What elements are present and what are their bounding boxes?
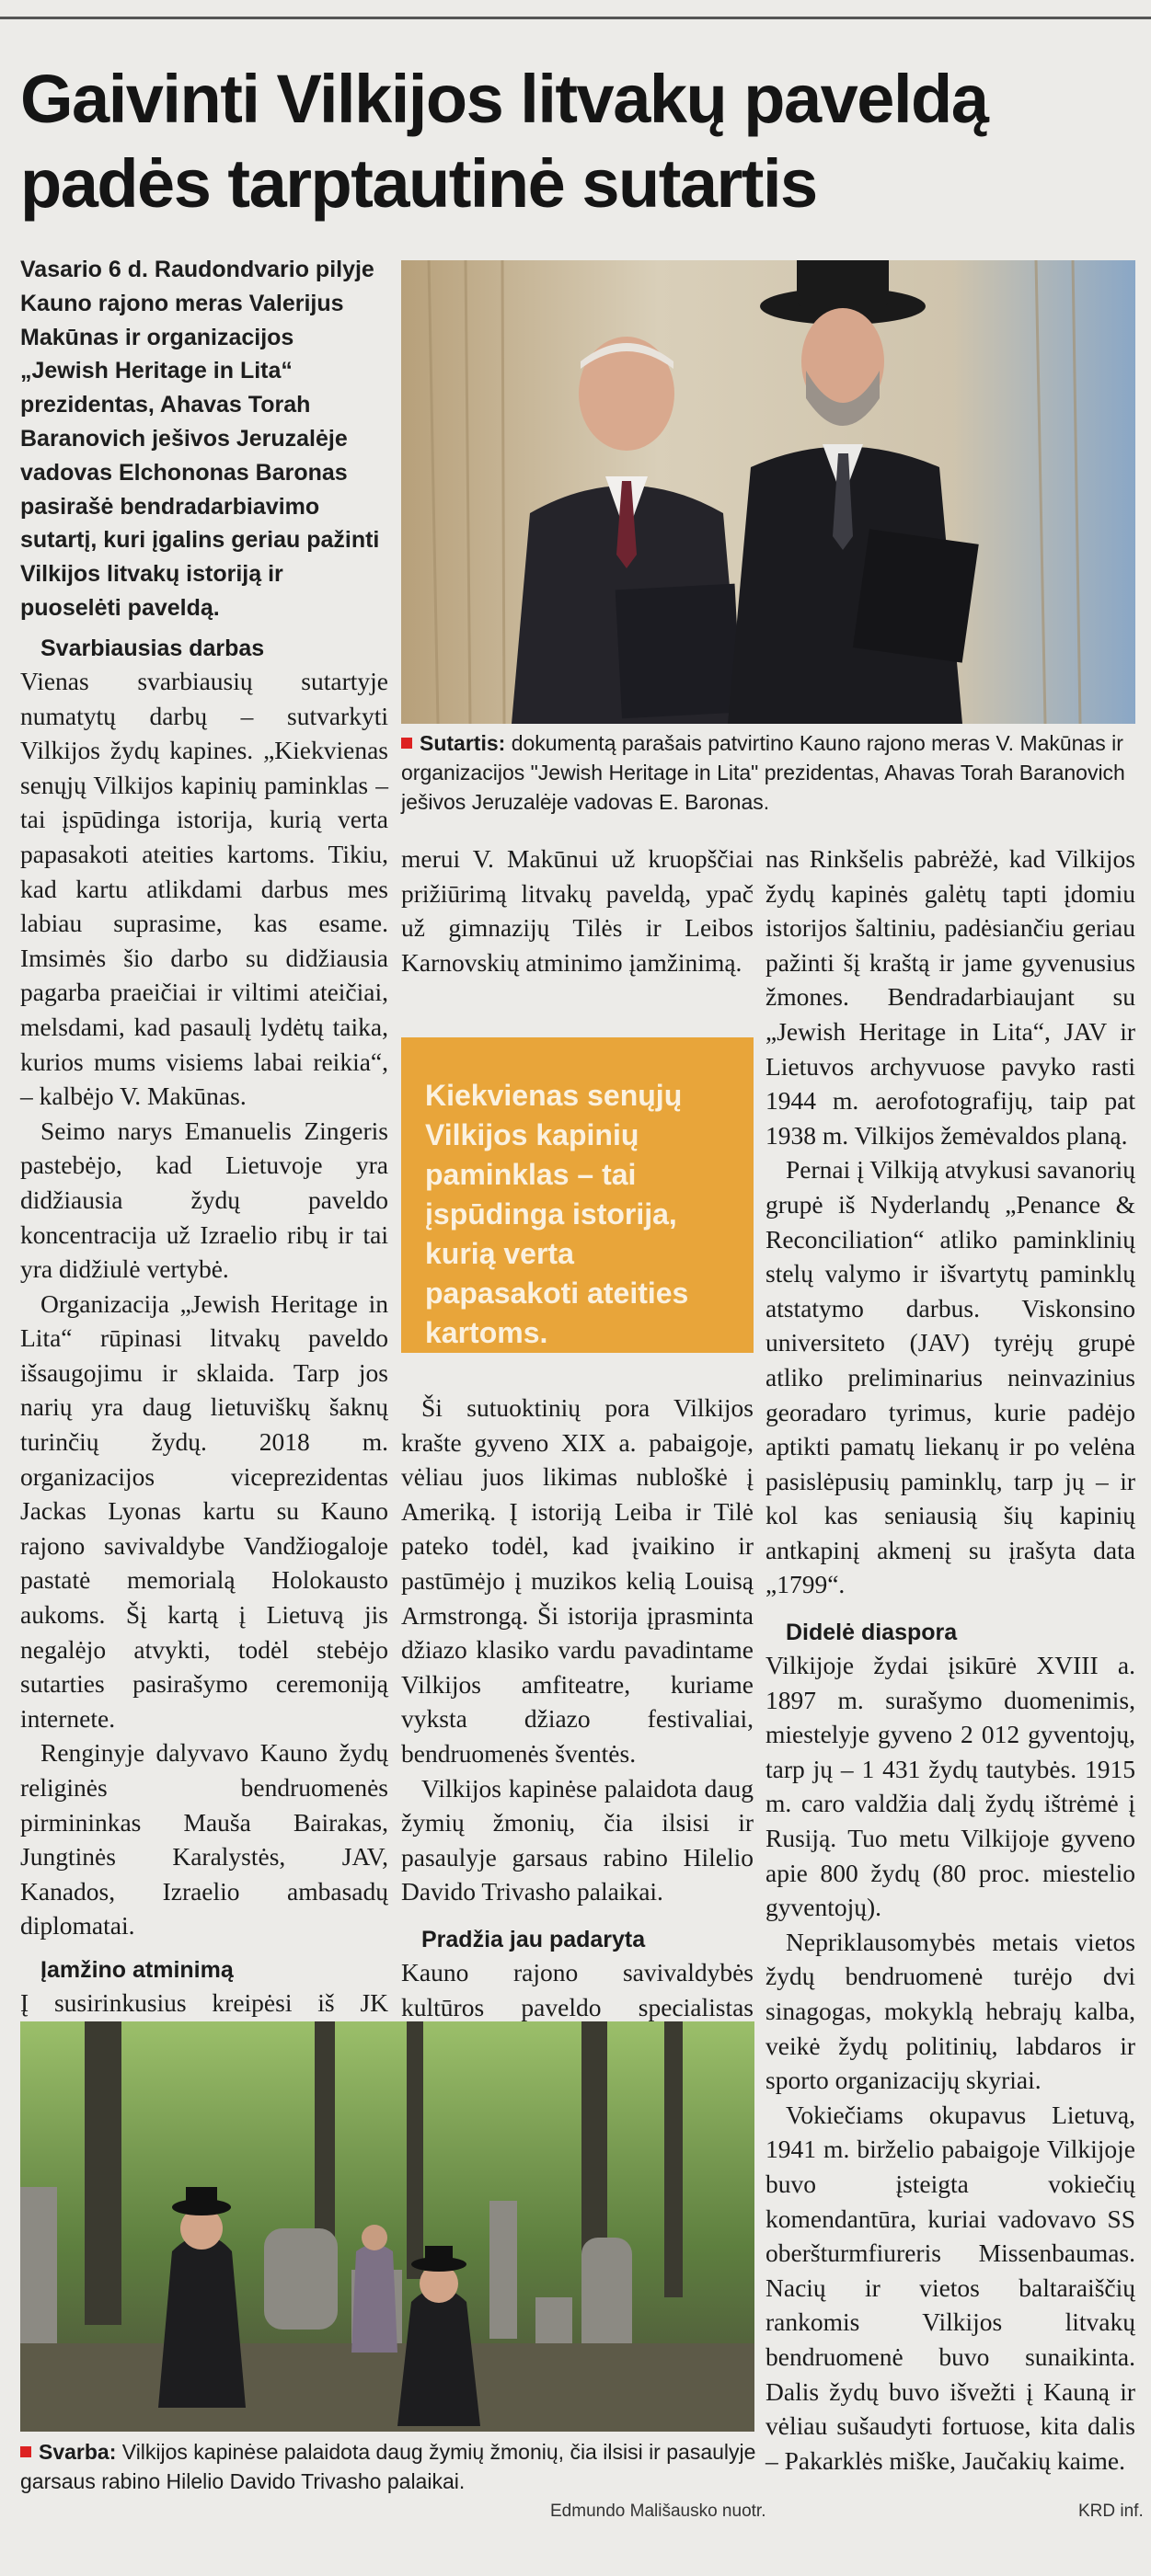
photo-caption-1 <box>401 728 1135 817</box>
paragraph: Vienas svarbiausių sutartyje numatytų darbų – sutvarkyti Vilkijos žydų kapines. „Kiekvienas senųjų Vilkijos kapinių paminklas – tai įspūdinga istorija, kurią verta papasakoti ateities kartoms. Tikiu, kad kartu atlikdami darbus mes labiau suprasime, kas esame. Imsimės šio darbo su didžiausia pagarba praeičiai ir viltimi ateičiai, melsdami, kad pasaulį lydėtų taika, kurios mums visiems labai reikia“, – kalbėjo V. Makūnas. <box>20 667 388 1111</box>
article-column-2 <box>401 1391 754 2059</box>
article-column-1 <box>20 633 388 2089</box>
caption-marker-icon <box>401 738 412 749</box>
section-heading: Didelė diaspora <box>786 1620 958 1646</box>
headline-line-2: padės tarptautinė sutartis <box>20 145 817 222</box>
cemetery-photo-illustration <box>20 2021 754 2432</box>
paragraph: Į susirinkusius kreipėsi iš JK <box>20 1987 388 2017</box>
paragraph: nas Rinkšelis pabrėžė, kad Vilkijos žydų kapinės galėtų tapti įdomiu istorijos šaltiniu, padėsiančiu geriau pažinti šį kraštą ir jame gyvenusius žmones. Bendradarbiaujant su „Jewish Heritage in Lita“, JAV ir Lietuvos archyvuose pavyko rasti 1944 m. aerofotografijų, taip pat 1938 m. Vilkijos žemėvaldos planą. <box>765 844 1135 1150</box>
paragraph: Nepriklausomybės metais vietos žydų bendruomenė turėjo dvi sinagogas, mokyklą hebrajų kalba, veikė žydų politinių, labdaros ir sporto organizacijų skyriai. <box>765 1927 1135 2095</box>
paragraph: Organizacija „Jewish Heritage in Lita“ rūpinasi litvakų paveldo išsaugojimu ir sklaida. Tarp jos narių yra daug lietuviškų šaknų turinčių žydų. 2018 m. organizacijos viceprezidentas Jackas Lyonas kartu su Kauno rajono savivaldybe Vandžiogaloje pastatė memorialą Holokausto aukoms. Šį kartą į Lietuvą jis negalėjo atvykti, todėl stebėjo sutarties pasirašymo ceremoniją internete. <box>20 1288 388 1733</box>
paragraph: Vokiečiams okupavus Lietuvą, 1941 m. birželio pabaigoje Vilkijoje buvo įsteigta vokiečių komendantūra, kuriai vadovavo SS oberšturmfiureris Missenbaumas. Nacių ir vietos baltaraiščių rankomis Vilkijos litvakų bendruomenė buvo sunaikinta. Dalis žydų buvo išvežti į Kauną ir vėliau sušaudyti fortuose, kita dalis – Pakarklės miške, Jaučakių kaime. <box>765 2100 1135 2475</box>
lead-paragraph: Vasario 6 d. Raudondvario pilyje Kauno rajono meras Valerijus Makūnas ir organizacijos „Jewish Heritage in Lita“ prezidentas, Ahavas Torah Baranovich ješivos Jeruzalėje vadovas Elchononas Baronas pasirašė bendradarbiavimo sutartį, kuri įgalins geriau pažinti Vilkijos litvakų istoriją ir puoselėti paveldą. <box>20 257 380 621</box>
section-heading: Įamžino atminimą <box>40 1956 234 1983</box>
paragraph: Pernai į Vilkiją atvykusi savanorių grupė iš Nyderlandų „Penance & Reconciliation“ atliko paminklinių stelų valymo ir išvartytų paminklų atstatymo darbus. Viskonsino universiteto (JAV) tyrėjų grupė atliko preliminarius neinvazinius georadaro tyrimus, kurie padėjo aptikti pamatų liekanų ir po velėna pasislėpusių paminklų, tarp jų – ir kol kas seniausią šių kapinių antkapinį akmenį su įrašyta data „1799“. <box>765 1155 1135 1599</box>
caption-text: Vilkijos kapinėse palaidota daug žymių žmonių, čia ilsisi ir pasaulyje garsaus rabino Hilelio Davido Trivasho palaikai. <box>20 2440 756 2493</box>
paragraph: Kauno rajono savivaldybės kultūros paveldo specialistas <box>401 1957 754 2021</box>
headline-line-1: Gaivinti Vilkijos litvakų paveldą <box>20 61 988 137</box>
paragraph: merui V. Makūnui už kruopščiai prižiūrimą litvakų paveldą, ypač už gimnazijų Tilės ir Leibos Karnovskių atminimo įamžinimą. <box>401 844 754 977</box>
photo-caption-2 <box>20 2437 756 2496</box>
source-credit: KRD inf. <box>1078 2502 1144 2521</box>
article-column-2-top <box>401 841 754 979</box>
signing-photo <box>401 260 1135 724</box>
cemetery-photo <box>20 2021 754 2432</box>
paragraph: Ši sutuoktinių pora Vilkijos krašte gyveno XIX a. pabaigoje, vėliau juos likimas nubloškė į Ameriką. Į istoriją Leiba ir Tilė pateko todėl, kad įvaikino ir pastūmėjo į muzikos kelią Louisą Armstrongą. Ši istorija įprasminta džiazo klasiko vardu pavadintame Vilkijos amfiteatre, kuriame vyksta džiazo festivaliai, bendruomenės šventės. <box>401 1393 754 1768</box>
paragraph: Vilkijos kapinėse palaidota daug žymių žmonių, čia ilsisi ir pasaulyje garsaus rabino Hilelio Davido Trivasho palaikai. <box>401 1773 754 1906</box>
paragraph: Seimo narys Emanuelis Zingeris pastebėjo, kad Lietuvoje yra didžiausia žydų paveldo koncentracija už Izraelio ribų ir tai yra didžiulė vertybė. <box>20 1116 388 1284</box>
paragraph: Vilkijoje žydai įsikūrė XVIII a. 1897 m. surašymo duomenimis, miestelyje gyveno 2 012 gyventojų, tarp jų – 1 431 žydų tautybės. 1915 m. caro valdžia dalį žydų ištrėmė į Rusiją. Tuo metu Vilkijoje gyveno apie 800 žydų (80 proc. miestelio gyventojų). <box>765 1651 1135 1922</box>
caption-label: Svarba: <box>39 2440 117 2464</box>
section-heading: Svarbiausias darbas <box>40 635 265 661</box>
pull-quote: Kiekvienas senųjų Vilkijos kapinių paminklas – tai įspūdinga istorija, kurią verta papasakoti ateities kartoms. <box>401 1037 754 1353</box>
signing-photo-illustration <box>401 260 1135 724</box>
section-heading: Pradžia jau padaryta <box>421 1926 646 1952</box>
caption-text: dokumentą parašais patvirtino Kauno rajono meras V. Makūnas ir organizacijos "Jewish Heritage in Lita" prezidentas, Ahavas Torah Baranovich ješivos Jeruzalėje vadovas E. Baronas. <box>401 731 1125 814</box>
caption-label: Sutartis: <box>420 731 506 755</box>
article-column-3 <box>765 841 1135 2478</box>
photo-credit: Edmundo Mališausko nuotr. <box>550 2502 766 2521</box>
top-rule <box>0 17 1151 19</box>
page-title <box>20 57 1138 226</box>
paragraph: Renginyje dalyvavo Kauno žydų religinės bendruomenės pirmininkas Mauša Bairakas, Jungtinės Karalystės, JAV, Kanados, Izraelio ambasadų diplomatai. <box>20 1738 388 1941</box>
caption-marker-icon <box>20 2446 31 2457</box>
